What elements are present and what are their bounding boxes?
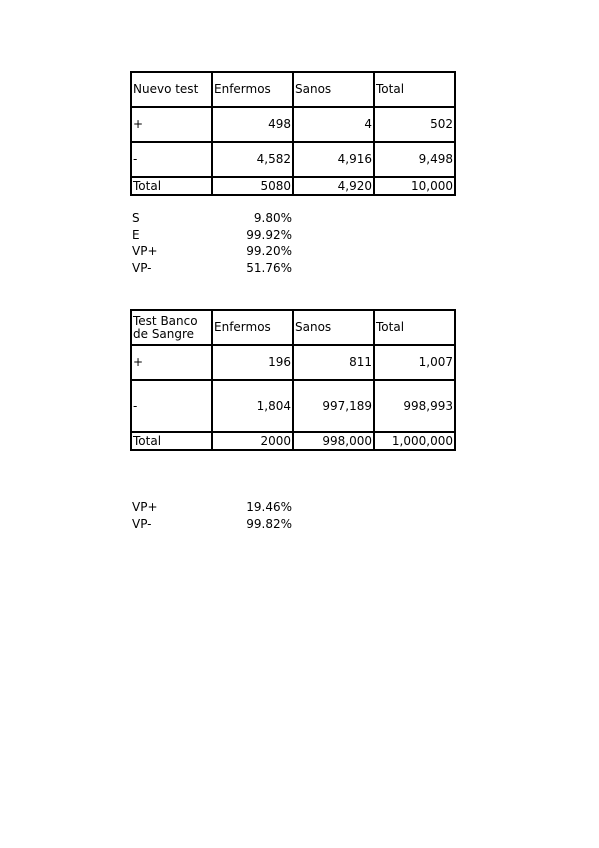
stat-row-e: [132, 227, 292, 244]
table-cell: 4: [293, 107, 374, 142]
table-cell: 502: [374, 107, 455, 142]
test-banco-de-sangre-table: [130, 309, 456, 451]
row-label: -: [131, 380, 212, 432]
table-cell: 997,189: [293, 380, 374, 432]
stat-label: S: [132, 211, 140, 225]
column-header-sanos: Sanos: [293, 72, 374, 107]
stat-row-vp-minus: [132, 260, 292, 277]
row-label: Total: [131, 432, 212, 450]
table-title-cell: Test Banco de Sangre: [131, 310, 212, 345]
row-label: Total: [131, 177, 212, 195]
table-cell: 1,000,000: [374, 432, 455, 450]
column-header-sanos: Sanos: [293, 310, 374, 345]
table-row-total: [131, 177, 455, 195]
stat-value: 99.82%: [246, 516, 292, 531]
table-cell: 4,916: [293, 142, 374, 177]
stat-value: 99.20%: [246, 244, 292, 258]
stat-value: 9.80%: [253, 211, 292, 225]
stat-value: 51.76%: [246, 260, 292, 275]
nuevo-test-stats: [132, 210, 292, 276]
stat-row-vp-plus: [132, 243, 292, 260]
table-header-row: [131, 310, 455, 345]
nuevo-test-table: [130, 71, 456, 196]
column-header-enfermos: Enfermos: [212, 310, 293, 345]
table-cell: 4,582: [212, 142, 293, 177]
table-row-total: [131, 432, 455, 450]
table-cell: 998,000: [293, 432, 374, 450]
row-label: -: [131, 142, 212, 177]
table-cell: 2000: [212, 432, 293, 450]
table-row-positive: [131, 345, 455, 380]
stat-value: 19.46%: [246, 500, 292, 514]
table-header-row: [131, 72, 455, 107]
table-cell: 998,993: [374, 380, 455, 432]
stat-label: E: [132, 227, 140, 242]
stat-label: VP+: [132, 500, 158, 514]
table-cell: 1,804: [212, 380, 293, 432]
column-header-enfermos: Enfermos: [212, 72, 293, 107]
table-cell: 9,498: [374, 142, 455, 177]
table-cell: 5080: [212, 177, 293, 195]
test-banco-de-sangre-stats: [132, 499, 292, 532]
table-title-cell: Nuevo test: [131, 72, 212, 107]
table-cell: 196: [212, 345, 293, 380]
table-row-negative: [131, 380, 455, 432]
table-cell: 10,000: [374, 177, 455, 195]
stat-row-vp-minus: [132, 516, 292, 533]
table-cell: 4,920: [293, 177, 374, 195]
table-cell: 498: [212, 107, 293, 142]
table-cell: 811: [293, 345, 374, 380]
column-header-total: Total: [374, 72, 455, 107]
row-label: +: [131, 107, 212, 142]
stat-row-vp-plus: [132, 499, 292, 516]
table-row-positive: [131, 107, 455, 142]
row-label: +: [131, 345, 212, 380]
table-row-negative: [131, 142, 455, 177]
stat-label: VP-: [132, 260, 152, 275]
stat-label: VP-: [132, 516, 152, 531]
stat-row-s: [132, 210, 292, 227]
column-header-total: Total: [374, 310, 455, 345]
table-cell: 1,007: [374, 345, 455, 380]
stat-value: 99.92%: [246, 227, 292, 242]
stat-label: VP+: [132, 244, 158, 258]
